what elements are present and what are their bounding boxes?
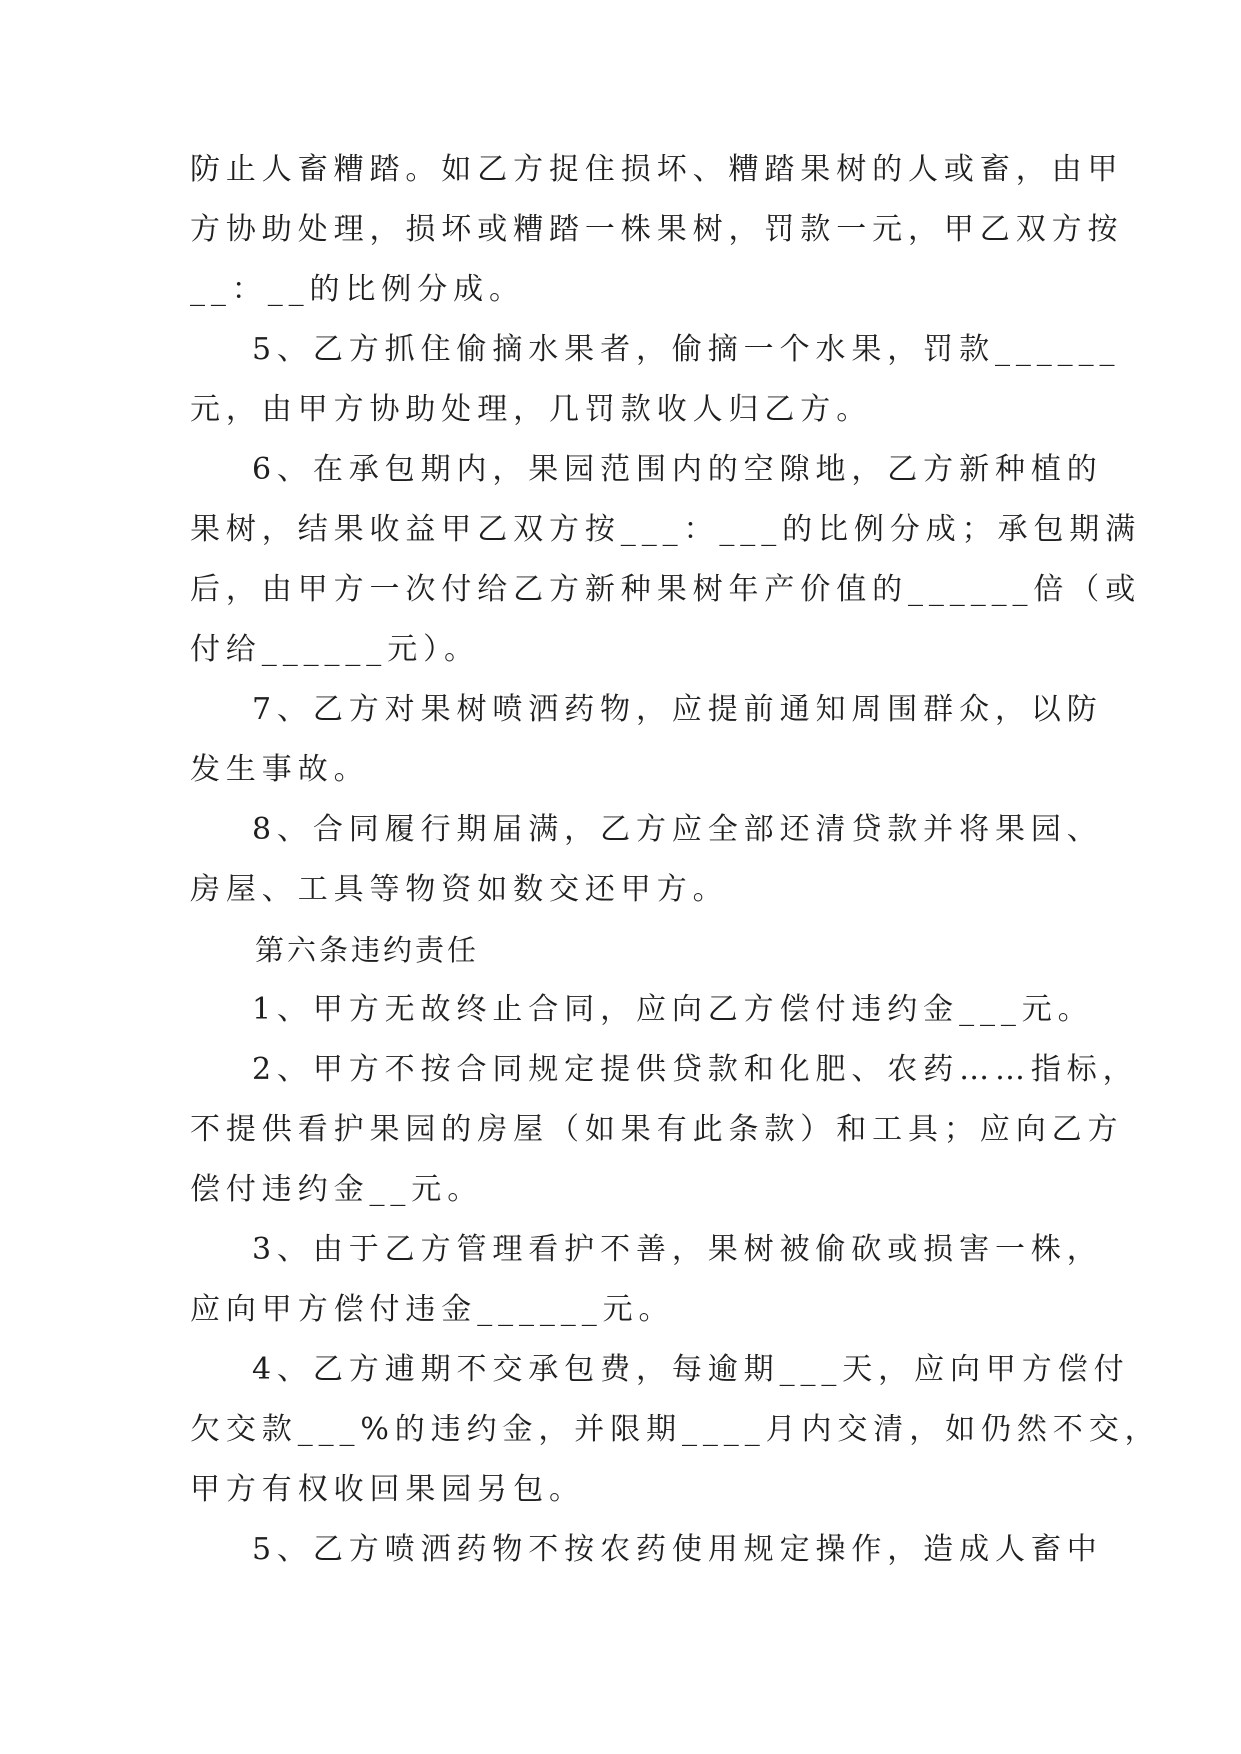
text-line: 甲方有权收回果园另包。 <box>190 1472 585 1507</box>
text-line: 2、甲方不按合同规定提供贷款和化肥、农药……指标， <box>252 1052 1139 1087</box>
text-line: 6、在承包期内，果园范围内的空隙地，乙方新种植的 <box>252 452 1103 487</box>
text-line: __：__的比例分成。 <box>190 272 525 307</box>
text-line: 3、由于乙方管理看护不善，果树被偷砍或损害一株， <box>252 1232 1103 1267</box>
text-line: 防止人畜糟踏。如乙方捉住损坏、糟踏果树的人或畜，由甲 <box>190 152 1124 187</box>
text-line: 1、甲方无故终止合同，应向乙方偿付违约金___元。 <box>252 992 1094 1027</box>
text-line: 不提供看护果园的房屋（如果有此条款）和工具；应向乙方 <box>190 1112 1124 1147</box>
section-heading: 第六条违约责任 <box>255 933 480 967</box>
text-line: 后，由甲方一次付给乙方新种果树年产价值的______倍（或 <box>190 572 1142 607</box>
text-line: 7、乙方对果树喷洒药物，应提前通知周围群众，以防 <box>252 692 1103 727</box>
text-line: 果树，结果收益甲乙双方按___：___的比例分成；承包期满 <box>190 512 1142 547</box>
text-line: 发生事故。 <box>190 752 370 787</box>
text-line: 元，由甲方协助处理，几罚款收人归乙方。 <box>190 392 873 427</box>
text-line: 8、合同履行期届满，乙方应全部还清贷款并将果园、 <box>252 812 1103 847</box>
text-line: 方协助处理，损坏或糟踏一株果树，罚款一元，甲乙双方按 <box>190 212 1124 247</box>
text-line: 4、乙方逋期不交承包费，每逾期___天，应向甲方偿付 <box>252 1352 1130 1387</box>
text-line: 5、乙方抓住偷摘水果者，偷摘一个水果，罚款______ <box>252 332 1121 367</box>
text-line: 5、乙方喷洒药物不按农药使用规定操作，造成人畜中 <box>252 1532 1103 1567</box>
text-line: 偿付违约金__元。 <box>190 1172 484 1207</box>
text-line: 应向甲方偿付违金______元。 <box>190 1292 675 1327</box>
text-line: 欠交款___%的违约金，并限期____月内交清，如仍然不交， <box>190 1412 1161 1447</box>
text-line: 房屋、工具等物资如数交还甲方。 <box>190 872 729 907</box>
text-line: 付给______元）。 <box>190 632 480 667</box>
